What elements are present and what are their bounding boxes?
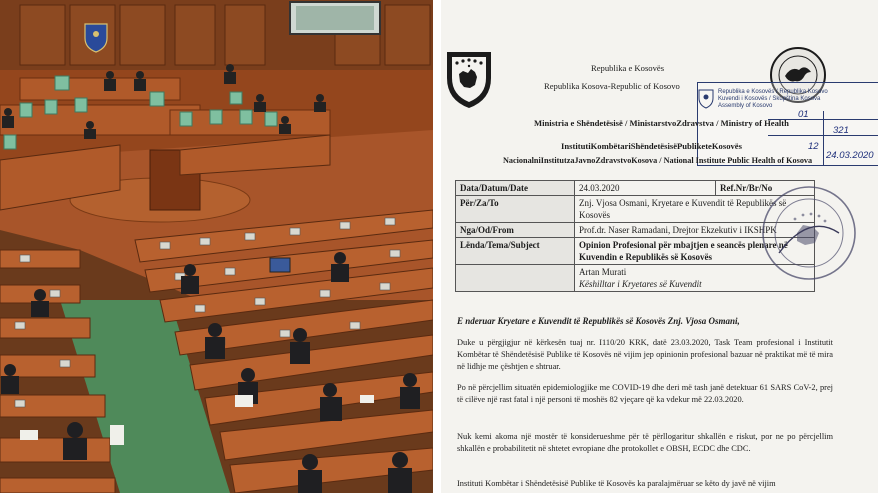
cc-label	[456, 265, 575, 292]
paragraph-3: Nuk kemi akoma një mostër të konsiderueshme për të përllogaritur shkallën e riskut, por ne po përcjellim shkallën e probabilitetit në shtetet evropiane dhe protokollet e OBSH, ECDC dhe CDC.	[457, 432, 833, 453]
paragraph-2: Po në përcjellim situatën epidemiologjike me COVID-19 dhe deri më tash janë detektuar 61 SARS CoV-2, prej të cilëve një rast fatal i një personi të moshës 82 vjeçare që ka vdekur më 22.03.2020.	[457, 383, 833, 404]
stamp-number-3: 12	[808, 141, 819, 152]
stamp-number-2: 321	[833, 125, 849, 136]
paragraph-1: Duke u përgjigjur në kërkesën tuaj nr. I110/20 KRK, datë 23.03.2020, Task Team profesional i Institutit Kombëtar të Shëndetësisë Publike të Kosovës në vijim jep opinionin profesional bazuar në praktikat më të mira në lidhje me çështjen e shtruar.	[457, 338, 833, 371]
stamp-number-1: 01	[798, 109, 809, 120]
stamp-line-2: Kuvendi i Kosovës / Skupština Kosova	[718, 96, 821, 102]
stamp-line-1: Republika e Kosovës / Republika Kosovo	[718, 89, 828, 95]
parliament-photo	[0, 0, 433, 493]
parliament-chamber-image	[0, 0, 433, 493]
to-label: Për/Za/To	[456, 196, 575, 223]
stamp-emblem-icon	[698, 89, 714, 109]
stamp-date: 24.03.2020	[826, 150, 874, 161]
header-institute-multilingual: NacionalniInstitutzaJavnoZdravstvoKosova / National Institute Public Health of Kosova	[503, 156, 813, 165]
header-institute: InstitutiKombëtariShëndetësisëPubliketeKosovës	[561, 141, 742, 151]
letter-document	[441, 0, 878, 493]
subject-label: Lënda/Tema/Subject	[456, 238, 575, 265]
date-value: 24.03.2020	[575, 181, 716, 196]
header-republic: Republika e Kosovës	[591, 63, 665, 73]
subject-value: Opinion Profesional për mbajtjen e seancës plenare në Kuvendin e Republikës së Kosovës	[575, 238, 815, 265]
laptop	[270, 258, 290, 272]
wall-emblem-icon	[85, 24, 107, 52]
ref-label: Ref.Nr/Br/No	[716, 181, 815, 196]
from-label: Nga/Od/From	[456, 223, 575, 238]
stamp-line-3: Assembly of Kosovo	[718, 103, 773, 109]
institute-round-stamp-icon	[759, 183, 859, 283]
date-label: Data/Datum/Date	[456, 181, 575, 196]
header-ministry: Ministria e Shëndetësisë / MinistarstvoZdravstva / Ministry of Health	[534, 118, 789, 128]
cc-title: Këshilltar i Kryetares së Kuvendit	[579, 279, 702, 289]
cc-name: Artan Murati	[579, 267, 627, 277]
coat-of-arms-icon	[443, 46, 495, 110]
to-value: Znj. Vjosa Osmani, Kryetare e Kuvendit të Republikës së Kosovës	[575, 196, 815, 223]
paragraph-4: Instituti Kombëtar i Shëndetësisë Publike të Kosovës ka paralajmëruar se këto dy javë në vijim	[457, 479, 776, 488]
from-value: Prof.dr. Naser Ramadani, Drejtor Ekzekutiv i IKSHPK	[575, 223, 815, 238]
salutation: E nderuar Kryetare e Kuvendit të Republikës së Kosovës Znj. Vjosa Osmani,	[457, 316, 740, 326]
header-republic-multilingual: Republika Kosova-Republic of Kosovo	[544, 81, 680, 91]
